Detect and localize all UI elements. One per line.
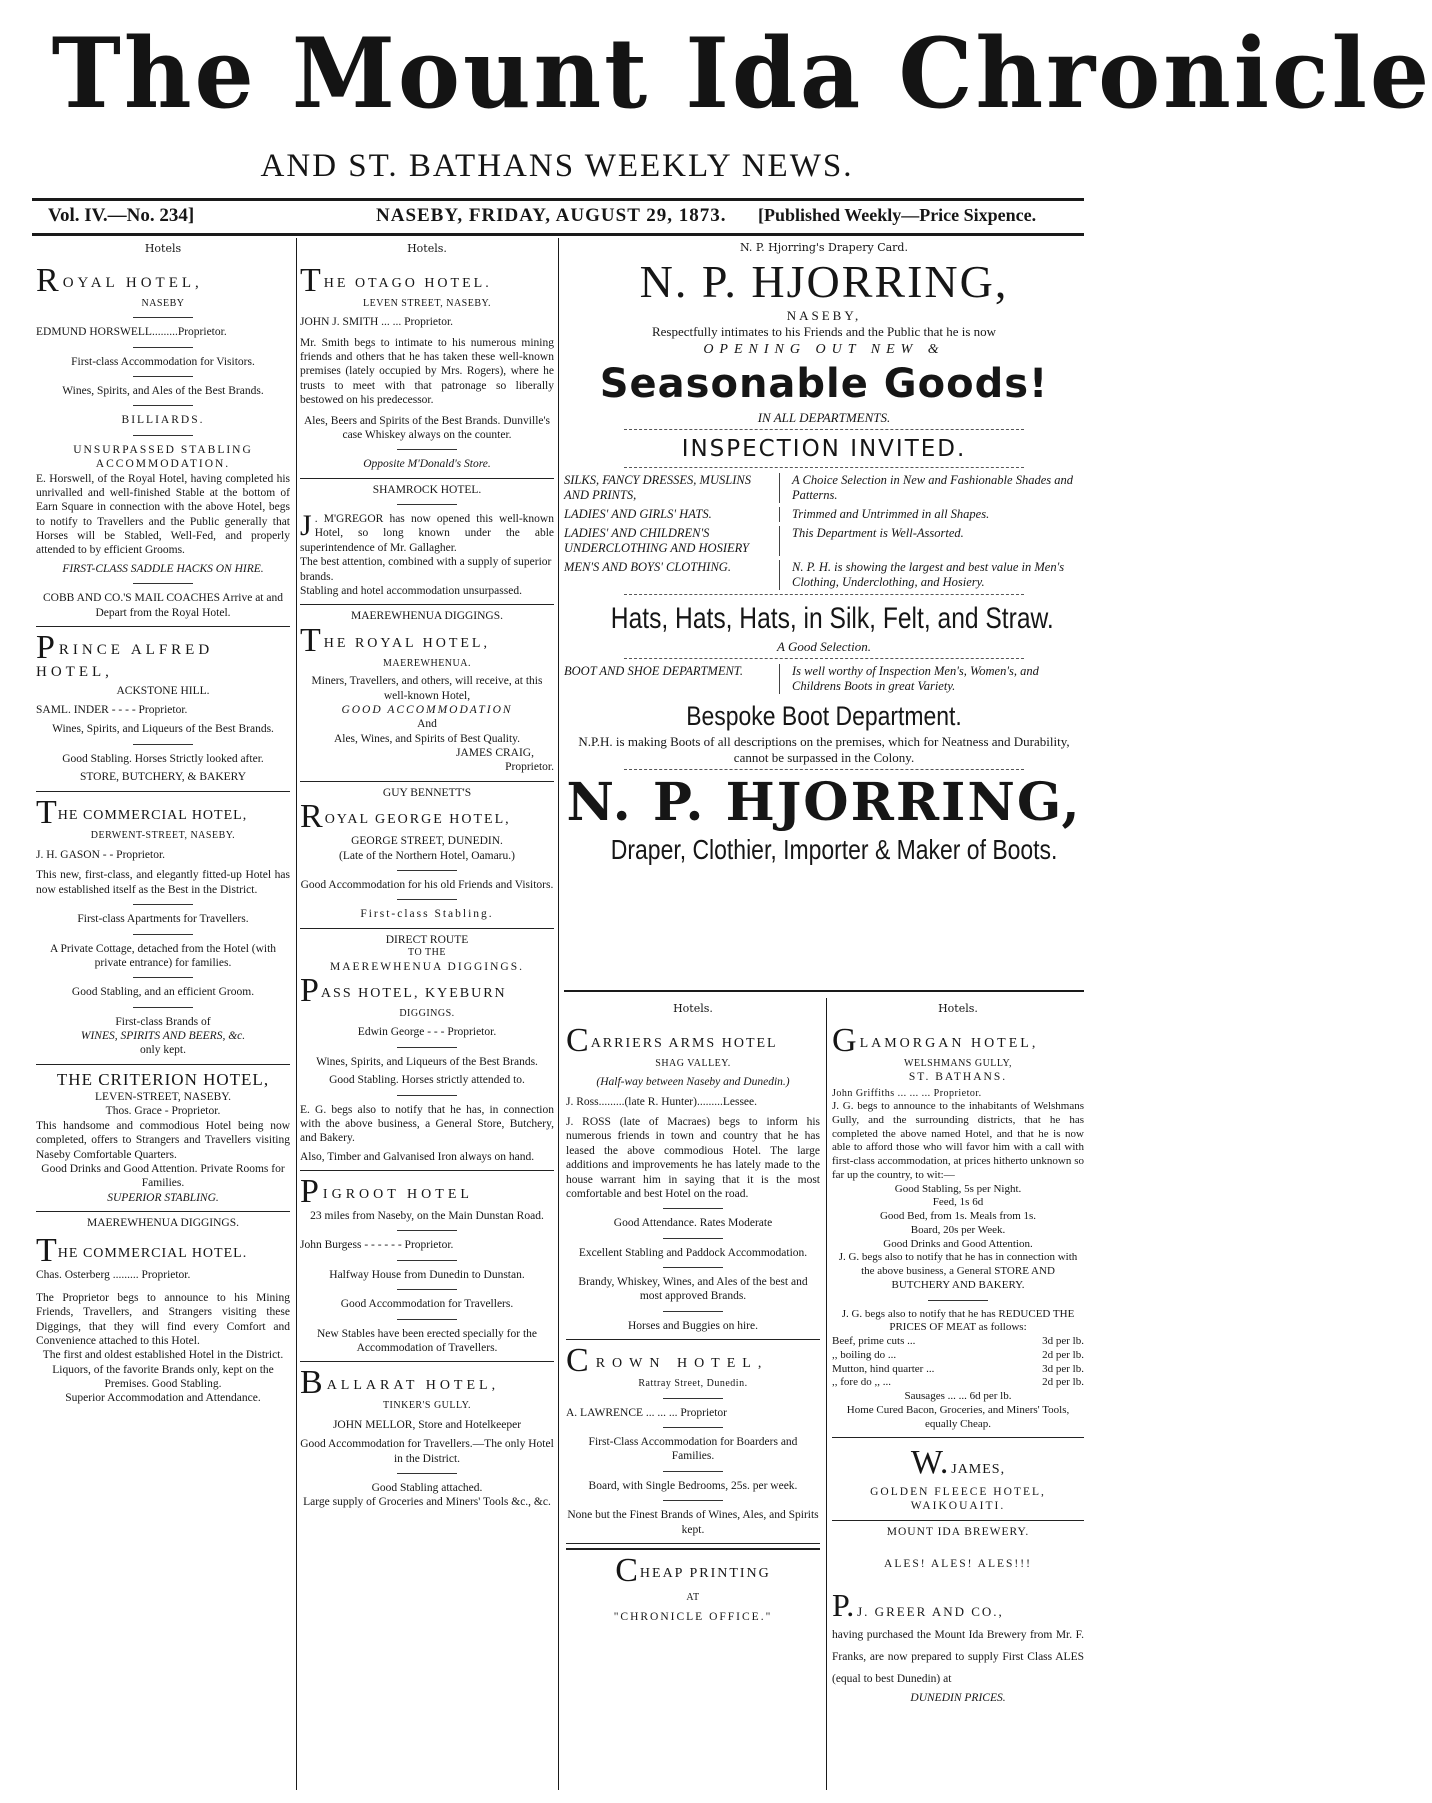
maerewhenua-title: HE COMMERCIAL HOTEL. xyxy=(57,1246,248,1262)
otago-hotel-ad xyxy=(300,260,554,479)
column-4-heading: Hotels. xyxy=(938,1002,978,1015)
maerewhenua-oldest: The first and oldest established Hotel in the District. xyxy=(42,1349,284,1362)
hjorring-draper-line: Draper, Clothier, Importer & Maker of Boots. xyxy=(610,834,1058,865)
james-hotel: GOLDEN FLEECE HOTEL, xyxy=(870,1485,1046,1498)
criterion-body: This handsome and commodious Hotel being now completed, offers to Strangers and Travellers visiting Naseby Comfortable Quarters. xyxy=(36,1119,290,1161)
james-title: JAMES, xyxy=(951,1462,1006,1478)
hjorring-hats-label: LADIES' AND GIRLS' HATS. xyxy=(564,507,780,522)
pass-route: DIRECT ROUTE xyxy=(385,933,469,946)
hjorring-hats-row xyxy=(564,507,1084,522)
masthead-title: The Mount Ida Chronicle xyxy=(51,17,1432,130)
otago-ales: Ales, Beers and Spirits of the Best Brands. Dunville's case Whiskey always on the counter. xyxy=(303,414,551,441)
hjorring-bespoke-heading: Bespoke Boot Department. xyxy=(686,701,962,731)
pass-wines: Wines, Spirits, and Liqueurs of the Best Brands. xyxy=(316,1055,538,1068)
dateline: NASEBY, FRIDAY, AUGUST 29, 1873. xyxy=(376,205,727,226)
criterion-hotel-ad xyxy=(36,1065,290,1212)
meat-item-mutton-fore: ,, fore do ,, ... xyxy=(832,1376,891,1389)
royal-hotel-title: OYAL HOTEL, xyxy=(62,274,203,291)
glamorgan-store: J. G. begs also to notify that he has in connection with the above business, a General STORE AND BUTCHERY AND BAKERY. xyxy=(838,1251,1078,1291)
column-rule-3 xyxy=(826,998,827,1790)
royal2-proprietor: JAMES CRAIG, xyxy=(456,747,534,759)
glamorgan-place2: ST. BATHANS. xyxy=(908,1071,1008,1084)
crown-title: ROWN HOTEL, xyxy=(595,1356,769,1372)
hjorring-boot-label: BOOT AND SHOE DEPARTMENT. xyxy=(564,664,780,694)
pass-proprietor: Edwin George - - - Proprietor. xyxy=(357,1026,497,1039)
glamorgan-price-stabling: Good Stabling, 5s per Night. xyxy=(894,1182,1022,1195)
carriers-body: J. ROSS (late of Macraes) begs to inform his numerous friends in town and country that he has leased the above commodious Hotel. The large additions and improvements he has lately made to the house warrant him in saying that it is the most comfortable and best Hotel on the road. xyxy=(566,1116,820,1200)
criterion-drinks: Good Drinks and Good Attention. Private Rooms for Families. xyxy=(41,1162,285,1190)
glamorgan-sausages: Sausages ... ... 6d per lb. xyxy=(904,1390,1012,1403)
prince-alfred-hotel-ad xyxy=(36,627,290,792)
column-rule-1 xyxy=(296,238,297,1790)
royal2-and: And xyxy=(417,718,437,731)
pigroot-title: IGROOT HOTEL xyxy=(322,1187,473,1202)
royal-hotel-initial: R xyxy=(36,261,63,299)
george-title: OYAL GEORGE HOTEL, xyxy=(324,812,511,828)
hjorring-card-heading: N. P. Hjorring's Drapery Card. xyxy=(740,241,908,254)
otago-initial: T xyxy=(300,261,324,299)
hjorring-opening: OPENING OUT NEW & xyxy=(703,342,945,357)
commercial-title: HE COMMERCIAL HOTEL, xyxy=(57,807,248,823)
shamrock-title: SHAMROCK HOTEL. xyxy=(372,483,482,496)
pigroot-hotel-ad xyxy=(300,1171,554,1362)
hjorring-silks-row xyxy=(564,473,1084,503)
commercial-proprietor: J. H. GASON - - Proprietor. xyxy=(36,849,166,861)
hjorring-underclothing-desc: This Department is Well-Assorted. xyxy=(792,526,964,540)
carriers-title: ARRIERS ARMS HOTEL xyxy=(590,1035,778,1051)
hjorring-inspection: INSPECTION INVITED. xyxy=(681,436,967,462)
brewery-prices: DUNEDIN PRICES. xyxy=(910,1691,1006,1704)
glamorgan-bacon: Home Cured Bacon, Groceries, and Miners' Tools, equally Cheap. xyxy=(846,1403,1070,1430)
pass-stabling: Good Stabling. Horses strictly attended to. xyxy=(329,1074,525,1087)
royal-george-ad xyxy=(300,782,554,929)
prince-alfred-wines: Wines, Spirits, and Liqueurs of the Best Brands. xyxy=(52,723,274,736)
crown-initial: C xyxy=(566,1342,596,1380)
hjorring-good-selection: A Good Selection. xyxy=(777,639,871,654)
crown-proprietor: A. LAWRENCE ... ... ... Proprietor xyxy=(566,1406,728,1419)
glamorgan-price-board: Board, 20s per Week. xyxy=(910,1223,1006,1236)
pass-initial: P xyxy=(300,971,321,1009)
pigroot-halfway: Halfway House from Dunedin to Dunstan. xyxy=(329,1268,525,1281)
glamorgan-reduced: J. G. begs also to notify that he has REDUCED THE PRICES OF MEAT as follows: xyxy=(841,1307,1075,1334)
george-initial: R xyxy=(300,798,325,836)
pigroot-initial: P xyxy=(300,1173,323,1210)
brewery-title: MOUNT IDA BREWERY. xyxy=(886,1525,1030,1538)
prince-alfred-store: STORE, BUTCHERY, & BAKERY xyxy=(79,771,247,784)
hjorring-boot-row xyxy=(564,664,1084,694)
shamrock-attention: The best attention, combined with a supply of superior brands. xyxy=(300,556,552,583)
royal-hotel-accommodation: First-class Accommodation for Visitors. xyxy=(71,355,255,368)
hjorring-clothing-label: MEN'S AND BOYS' CLOTHING. xyxy=(564,560,780,590)
column-1-heading: Hotels xyxy=(144,242,182,255)
meat-item-boiling: ,, boiling do ... xyxy=(832,1348,897,1361)
carriers-brandy: Brandy, Whiskey, Wines, and Ales of the best and most approved Brands. xyxy=(578,1276,808,1303)
ballarat-accommodation: Good Accommodation for Travellers.—The only Hotel in the District. xyxy=(300,1438,554,1465)
column-1 xyxy=(36,240,290,1792)
hjorring-drapery-ad xyxy=(564,241,1084,989)
prince-alfred-stabling: Good Stabling. Horses Strictly looked after. xyxy=(62,752,264,765)
column-4 xyxy=(832,1000,1084,1792)
cheap-office: "CHRONICLE OFFICE." xyxy=(613,1611,773,1624)
royal-hotel-proprietor: EDMUND HORSWELL.........Proprietor. xyxy=(36,326,227,339)
cheap-title: HEAP PRINTING xyxy=(639,1565,771,1581)
brewery-ales: ALES! ALES! ALES!!! xyxy=(884,1558,1032,1570)
carriers-stabling: Excellent Stabling and Paddock Accommodation. xyxy=(578,1246,808,1259)
column-rule-2 xyxy=(558,238,559,1790)
james-initial: W. xyxy=(910,1444,949,1482)
meat-price-beef: 3d per lb. xyxy=(1042,1335,1084,1348)
royal-hotel-coaches: COBB AND CO.'S MAIL COACHES Arrive at and Depart from the Royal Hotel. xyxy=(43,592,283,619)
royal-maerewhenua-ad xyxy=(300,605,554,782)
hjorring-seasonable: Seasonable Goods! xyxy=(599,361,1049,407)
column-2-heading: Hotels. xyxy=(407,242,447,255)
otago-proprietor: JOHN J. SMITH ... ... Proprietor. xyxy=(300,316,454,329)
otago-opposite: Opposite M'Donald's Store. xyxy=(363,458,491,471)
cheap-initial: C xyxy=(615,1551,640,1589)
commercial-cottage: A Private Cottage, detached from the Hotel (with private entrance) for families. xyxy=(49,942,277,969)
commercial-stabling: Good Stabling, and an efficient Groom. xyxy=(71,986,255,999)
pigroot-stables: New Stables have been erected specially for the Accommodation of Travellers. xyxy=(317,1327,537,1354)
george-owner: GUY BENNETT'S xyxy=(382,786,472,799)
shamrock-initial: J xyxy=(300,509,312,542)
hjorring-clothing-row xyxy=(564,560,1084,590)
commercial-kept: only kept. xyxy=(140,1044,186,1057)
maerewhenua-commercial-ad xyxy=(36,1212,290,1412)
ballarat-proprietor: JOHN MELLOR, Store and Hotelkeeper xyxy=(332,1418,522,1431)
glamorgan-initial: G xyxy=(832,1021,860,1059)
commercial-place: DERWENT-STREET, NASEBY. xyxy=(90,829,236,841)
james-golden-fleece-ad xyxy=(832,1438,1084,1520)
maerewhenua-liquors: Liquors, of the favorite Brands only, kept on the Premises. Good Stabling. xyxy=(52,1363,274,1390)
criterion-title: THE CRITERION HOTEL, xyxy=(56,1069,270,1089)
glamorgan-price-bed: Good Bed, from 1s. Meals from 1s. xyxy=(879,1210,1037,1223)
meat-price-mutton-hind: 3d per lb. xyxy=(1042,1362,1084,1375)
column-3 xyxy=(566,1000,820,1792)
prince-alfred-proprietor: SAML. INDER - - - - Proprietor. xyxy=(36,704,188,716)
meat-item-mutton-hind: Mutton, hind quarter ... xyxy=(832,1362,935,1375)
hjorring-hats-desc: Trimmed and Untrimmed in all Shapes. xyxy=(792,507,990,521)
royal-hotel-billiards: BILLIARDS. xyxy=(121,414,205,427)
royal2-ales: Ales, Wines, and Spirits of Best Quality. xyxy=(333,732,521,745)
royal-hotel-wines: Wines, Spirits, and Ales of the Best Brands. xyxy=(62,385,264,397)
meat-price-boiling: 2d per lb. xyxy=(1042,1348,1084,1361)
carriers-horses: Horses and Buggies on hire. xyxy=(628,1319,758,1332)
hjorring-place: NASEBY, xyxy=(786,308,862,323)
royal2-good: GOOD ACCOMMODATION xyxy=(341,703,513,716)
commercial-body: This new, first-class, and elegantly fitted-up Hotel has now established itself as the Best in the District. xyxy=(36,869,290,896)
carriers-halfway: (Half-way between Naseby and Dunedin.) xyxy=(596,1076,790,1089)
volume-number: Vol. IV.—No. 234] xyxy=(48,205,195,226)
ballarat-stabling: Good Stabling attached. xyxy=(371,1481,483,1494)
cheap-at: AT xyxy=(686,1591,700,1603)
carriers-initial: C xyxy=(566,1021,591,1059)
crown-accommodation: First-Class Accommodation for Boarders and Families. xyxy=(588,1436,798,1463)
maerewhenua-superior: Superior Accommodation and Attendance. xyxy=(65,1392,261,1405)
hjorring-silks-label: SILKS, FANCY DRESSES, MUSLINS AND PRINTS, xyxy=(564,473,780,503)
hjorring-clothing-desc: N. P. H. is showing the largest and best value in Men's Clothing, Underclothing, and Hosiery. xyxy=(792,560,1065,589)
pigroot-miles: 23 miles from Naseby, on the Main Dunstan Road. xyxy=(310,1210,544,1222)
carriers-place: SHAG VALLEY. xyxy=(655,1057,731,1069)
george-place: GEORGE STREET, DUNEDIN. xyxy=(351,835,503,848)
hjorring-bottom-rule xyxy=(564,990,1084,992)
pass-place: DIGGINGS. xyxy=(399,1007,455,1019)
royal2-prop-label: Proprietor. xyxy=(505,761,554,774)
hjorring-underclothing-label: LADIES' AND CHILDREN'S UNDERCLOTHING AND HOSIERY xyxy=(564,526,780,556)
royal-hotel-stabling-heading: UNSURPASSED STABLING ACCOMMODATION. xyxy=(73,443,253,471)
royal2-initial: T xyxy=(300,621,324,659)
royal2-body: Miners, Travellers, and others, will receive, at this well-known Hotel, xyxy=(311,675,543,702)
hjorring-intimates: Respectfully intimates to his Friends and the Public that he is now xyxy=(651,324,997,339)
prince-alfred-initial: P xyxy=(36,628,59,666)
otago-body: Mr. Smith begs to intimate to his numerous mining friends and others that he has taken these well-known premises (lately occupied by Mrs. Rogers), where he trusts to meet with that patronage so liberally bestowed on his predecessor. xyxy=(300,336,554,407)
price-line: [Published Weekly—Price Sixpence. xyxy=(758,205,1037,225)
cheap-printing-ad xyxy=(566,1548,820,1631)
brewery-firm: J. GREER AND CO., xyxy=(857,1604,1004,1620)
pass-to: TO THE xyxy=(408,947,446,958)
masthead-rule-top xyxy=(32,198,1084,201)
shamrock-hotel-ad xyxy=(300,479,554,606)
pass-hotel-ad xyxy=(300,929,554,1171)
pigroot-accommodation: Good Accommodation for Travellers. xyxy=(340,1298,514,1311)
otago-title: HE OTAGO HOTEL. xyxy=(323,275,492,291)
crown-place: Rattray Street, Dunedin. xyxy=(638,1378,748,1390)
royal-hotel-ad xyxy=(36,260,290,627)
meat-item-beef: Beef, prime cuts ... xyxy=(832,1335,916,1348)
crown-board: Board, with Single Bedrooms, 25s. per week. xyxy=(588,1479,798,1492)
glamorgan-hotel-ad xyxy=(832,1020,1084,1439)
george-late: (Late of the Northern Hotel, Oamaru.) xyxy=(339,849,515,862)
commercial-hotel-ad xyxy=(36,792,290,1065)
glamorgan-proprietor: John Griffiths ... ... ... Proprietor. xyxy=(832,1087,982,1099)
hjorring-name: N. P. HJORRING, xyxy=(639,256,1009,307)
maerewhenua-proprietor: Chas. Osterberg ......... Proprietor. xyxy=(36,1269,191,1282)
glamorgan-title: LAMORGAN HOTEL, xyxy=(859,1035,1039,1051)
prince-alfred-title: RINCE ALFRED HOTEL, xyxy=(36,641,214,680)
commercial-brands: WINES, SPIRITS AND BEERS, &c. xyxy=(80,1030,246,1042)
column-2 xyxy=(300,240,554,1792)
hjorring-bespoke-body: N.P.H. is making Boots of all descriptions on the premises, which for Neatness and Durability, cannot be surpassed in the Colony. xyxy=(578,734,1070,765)
royal-hotel-hacks: FIRST-CLASS SADDLE HACKS ON HIRE. xyxy=(62,562,264,575)
royal-hotel-place: NASEBY xyxy=(141,297,185,309)
meat-price-mutton-fore: 2d per lb. xyxy=(1042,1376,1084,1389)
brewery-body: having purchased the Mount Ida Brewery from Mr. F. Franks, are now prepared to supply First Class ALES (equal to best Dunedin) at xyxy=(832,1629,1084,1686)
pass-notify: E. G. begs also to notify that he has, in connection with the above business, a General Store, Butchery, and Bakery. xyxy=(300,1103,554,1145)
column-3-heading: Hotels. xyxy=(673,1002,713,1015)
glamorgan-body: J. G. begs to announce to the inhabitants of Welshmans Gully, and the surrounding districts, that he has completed the above named Hotel, and that he is now able to afford those who will favor him with a call with first-class accommodation, at prices hitherto unknown so far up the country, to wit:— xyxy=(832,1100,1084,1181)
pigroot-proprietor: John Burgess - - - - - - Proprietor. xyxy=(300,1239,454,1252)
glamorgan-price-feed: Feed, 1s 6d xyxy=(932,1196,984,1209)
shamrock-body: . M'GREGOR has now opened this well-known Hotel, so long known under the able superintendence of Mr. Gallagher. xyxy=(300,513,554,554)
crown-hotel-ad xyxy=(566,1340,820,1544)
commercial-apartments: First-class Apartments for Travellers. xyxy=(77,913,249,926)
royal-hotel-stabling-body: E. Horswell, of the Royal Hotel, having completed his unrivalled and well-finished Stable at the bottom of Earn Square in connection with the above Hotel, begs to notify to Travellers and the Public generally that Horses will be Stabled, Well-Fed, and properly attended to by efficient Grooms. xyxy=(36,472,290,557)
hjorring-underclothing-row xyxy=(564,526,1084,556)
meat-row-boiling xyxy=(832,1349,1084,1363)
ballarat-initial: B xyxy=(300,1364,327,1402)
carriers-lessee: J. Ross.........(late R. Hunter).........Lessee. xyxy=(566,1095,757,1108)
ballarat-hotel-ad xyxy=(300,1362,554,1515)
royal2-diggings: MAEREWHENUA DIGGINGS. xyxy=(350,610,504,623)
george-body: Good Accommodation for his old Friends and Visitors. xyxy=(300,878,554,891)
criterion-proprietor: Thos. Grace - Proprietor. xyxy=(105,1105,221,1118)
commercial-initial: T xyxy=(36,793,58,831)
maerewhenua-diggings: MAEREWHENUA DIGGINGS. xyxy=(86,1217,240,1229)
ballarat-place: TINKER'S GULLY. xyxy=(382,1400,472,1412)
james-place: WAIKOUAITI. xyxy=(910,1500,1006,1513)
crown-brands: None but the Finest Brands of Wines, Ales, and Spirits kept. xyxy=(567,1509,819,1536)
maerewhenua-body: The Proprietor begs to announce to his Mining Friends, Travellers, and Strangers visiting these Diggings, that they will find every Comfort and Convenience attached to this Hotel. xyxy=(36,1291,290,1347)
ballarat-title: ALLARAT HOTEL, xyxy=(326,1378,500,1394)
criterion-stabling: SUPERIOR STABLING. xyxy=(107,1191,219,1204)
carriers-arms-ad xyxy=(566,1020,820,1340)
hjorring-name-large: N. P. HJORRING, xyxy=(566,772,1082,833)
carriers-attendance: Good Attendance. Rates Moderate xyxy=(613,1217,773,1230)
mount-ida-brewery-ad xyxy=(832,1521,1084,1712)
hjorring-silks-desc: A Choice Selection in New and Fashionable Shades and Patterns. xyxy=(792,473,1073,502)
pass-diggings: MAEREWHENUA DIGGINGS. xyxy=(329,960,525,973)
hjorring-hats-banner: Hats, Hats, Hats, in Silk, Felt, and Straw. xyxy=(610,602,1054,635)
hjorring-boot-desc: Is well worthy of Inspection Men's, Women's, and Childrens Boots in great Variety. xyxy=(792,664,1039,693)
criterion-place: LEVEN-STREET, NASEBY. xyxy=(95,1091,231,1103)
glamorgan-place1: WELSHMANS GULLY, xyxy=(904,1057,1012,1069)
meat-row-mutton-hind xyxy=(832,1363,1084,1377)
prince-alfred-place: ACKSTONE HILL. xyxy=(116,684,210,697)
otago-place: LEVEN STREET, NASEBY. xyxy=(363,297,491,309)
pass-timber: Also, Timber and Galvanised Iron always on hand. xyxy=(300,1150,535,1163)
meat-row-beef xyxy=(832,1335,1084,1349)
masthead-subtitle: AND ST. BATHANS WEEKLY NEWS. xyxy=(260,148,854,184)
shamrock-stabling: Stabling and hotel accommodation unsurpassed. xyxy=(300,584,522,597)
pass-title: ASS HOTEL, KYEBURN xyxy=(320,985,507,1001)
meat-row-mutton-fore xyxy=(832,1376,1084,1390)
george-stabling: First-class Stabling. xyxy=(360,908,494,921)
masthead-rule-bottom xyxy=(32,233,1084,236)
royal2-title: HE ROYAL HOTEL, xyxy=(323,635,490,651)
ballarat-supply: Large supply of Groceries and Miners' Tools &c., &c. xyxy=(303,1496,551,1509)
glamorgan-price-drinks: Good Drinks and Good Attention. xyxy=(883,1237,1033,1250)
maerewhenua-initial: T xyxy=(36,1232,58,1270)
hjorring-departments: IN ALL DEPARTMENTS. xyxy=(757,410,891,425)
commercial-brands-intro: First-class Brands of xyxy=(115,1015,211,1028)
royal2-place: MAEREWHENUA. xyxy=(383,657,471,669)
brewery-initial: P. xyxy=(832,1587,855,1624)
